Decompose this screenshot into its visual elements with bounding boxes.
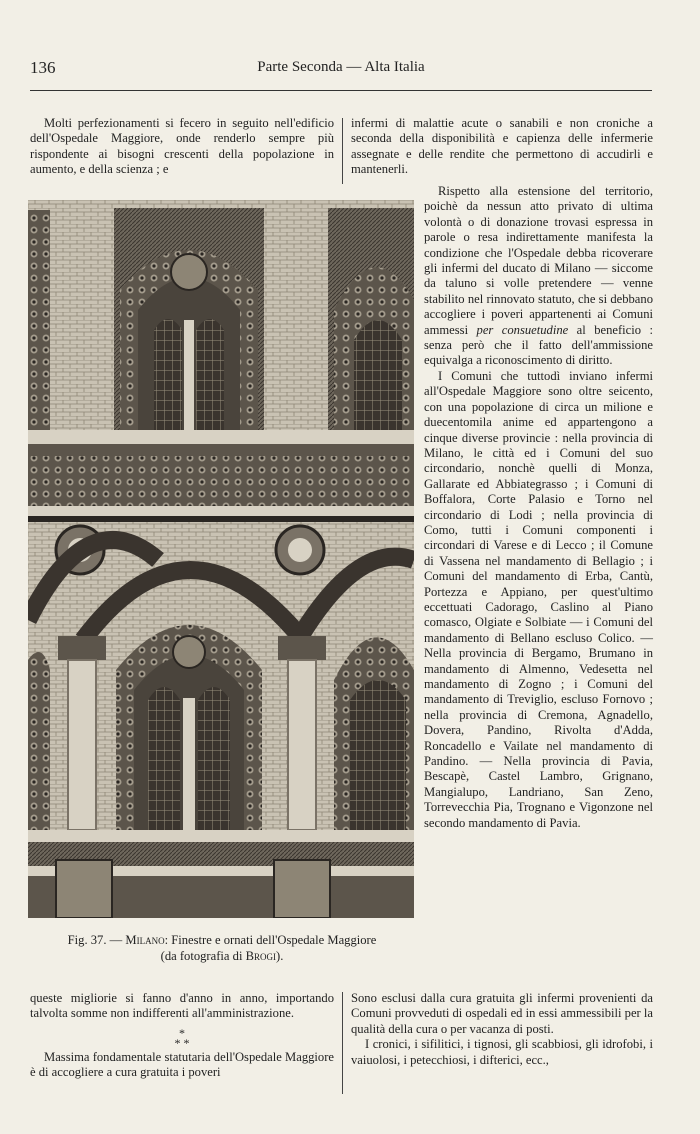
caption-label: Fig. 37. — bbox=[67, 933, 123, 947]
caption-credit-end: ). bbox=[276, 949, 284, 963]
paragraph-text: Rispetto alla estensione del territorio, poichè da nessun atto privato di ultima volontà o di donazione trovasi espressa in parole o resa indirettamente manifesta la condizione che l'Ospedale debba ricoverare gli infermi del ducato di Milano — siccome da taluno si volle pretendere — venne stabilito nel rinnovato statuto, che si debbano accogliere i poveri appartenenti ai Comuni ammessi bbox=[424, 184, 653, 337]
page-number: 136 bbox=[30, 58, 56, 77]
asterism-top: * bbox=[179, 1025, 185, 1040]
figure-caption bbox=[30, 932, 414, 964]
paragraph: I Comuni che tuttodì inviano infermi all'Ospedale Maggiore sono oltre seicento, con una popolazione di circa un milione e duecentomila anime ed appartengono a cinque diverse provincie : nella provincia di Milano, le città ed i Comuni del suo circondario, nonchè quelli di Monza, Gallarate ed Abbiategrasso ; i Comuni di Boffalora, Corte Palasio e Torno nel circondario di Lodi ; nella provincia di Como, tutti i Comuni componenti i circondari di Varese e di Lecco ; il Comune di Vassena nel mandamento di Bellagio ; i Comuni del mandamento di Erba, Cantù, Portezza e Appiano, per quest'ultimo eccettuati Cadorago, Caslino al Piano comasco, Olgiate e Solbiate — i Comuni del mandamento di Bellano escluso Colico. — Nella provincia di Bergamo, Brumano in mandamento di Almenno, Vedesetta nel mandamento di Zogno ; i Comuni del mandamento di Treviglio, escluso Fornovo ; nella provincia di Cremona, Agnadello, Dovera, Pandino, Rivolta d'Adda, Roncadello e Vailate nel mandamento di Pandino. — Nella provincia di Pavia, Bescapè, Castel Lambro, Grignano, Mangialupo, Landriano, San Zeno, Torrevecchia Pia, Trognano e Vigonzone nel secondo mandamento di Pavia. bbox=[424, 368, 653, 830]
facade-illustration bbox=[28, 200, 414, 918]
column-divider bbox=[342, 118, 343, 184]
column-bottom-left bbox=[30, 991, 334, 1081]
asterism-bottom: * * bbox=[174, 1035, 190, 1050]
header-rule bbox=[30, 90, 652, 91]
asterism bbox=[30, 1022, 334, 1050]
caption-text: : Finestre e ornati dell'Ospedale Maggiore bbox=[164, 933, 377, 947]
column-top-left bbox=[30, 116, 334, 178]
caption-place: Milano bbox=[125, 933, 165, 947]
column-divider bbox=[342, 992, 343, 1094]
running-title: Parte Seconda — Alta Italia bbox=[257, 59, 425, 75]
figure-engraving bbox=[28, 200, 414, 918]
paragraph: queste migliorie si fanno d'anno in anno, importando talvolta somme non indifferenti all'amministrazione. bbox=[30, 991, 334, 1021]
column-side bbox=[424, 184, 653, 831]
paragraph: infermi di malattie acute o sanabili e non croniche a seconda della disponibilità e capienza delle infermerie assegnate e delle rendite che permettono di accudirli e mantenerli. bbox=[351, 116, 653, 177]
column-bottom-right bbox=[351, 991, 653, 1068]
caption-credit: (da fotografia di bbox=[160, 949, 243, 963]
paragraph: Sono esclusi dalla cura gratuita gli infermi provenienti da Comuni provveduti di ospedali ed in essi ammessibili per la qualità della cura o per vacanza di posti. bbox=[351, 991, 653, 1036]
paragraph: Molti perfezionamenti si fecero in seguito nell'edificio dell'Ospedale Maggiore, onde renderlo sempre più rispondente ai bisogni crescenti della popolazione in aumento, e della scienza ; e bbox=[30, 116, 334, 177]
paragraph bbox=[424, 184, 653, 369]
paragraph-text: al beneficio : senza però che il fatto dell'ammissione equivalga a riconoscimento di diritto. bbox=[424, 322, 653, 368]
caption-credit-name: Brogi bbox=[245, 949, 277, 963]
italic-phrase: per consuetudine bbox=[476, 322, 569, 337]
paragraph: Massima fondamentale statutaria dell'Ospedale Maggiore è di accogliere a cura gratuita i poveri bbox=[30, 1049, 334, 1080]
column-top-right bbox=[351, 116, 653, 178]
page-header bbox=[30, 58, 652, 82]
paragraph: I cronici, i sifilitici, i tignosi, gli scabbiosi, gli idrofobi, i vaiuolosi, i petecchiosi, i difterici, ecc., bbox=[351, 1037, 653, 1067]
